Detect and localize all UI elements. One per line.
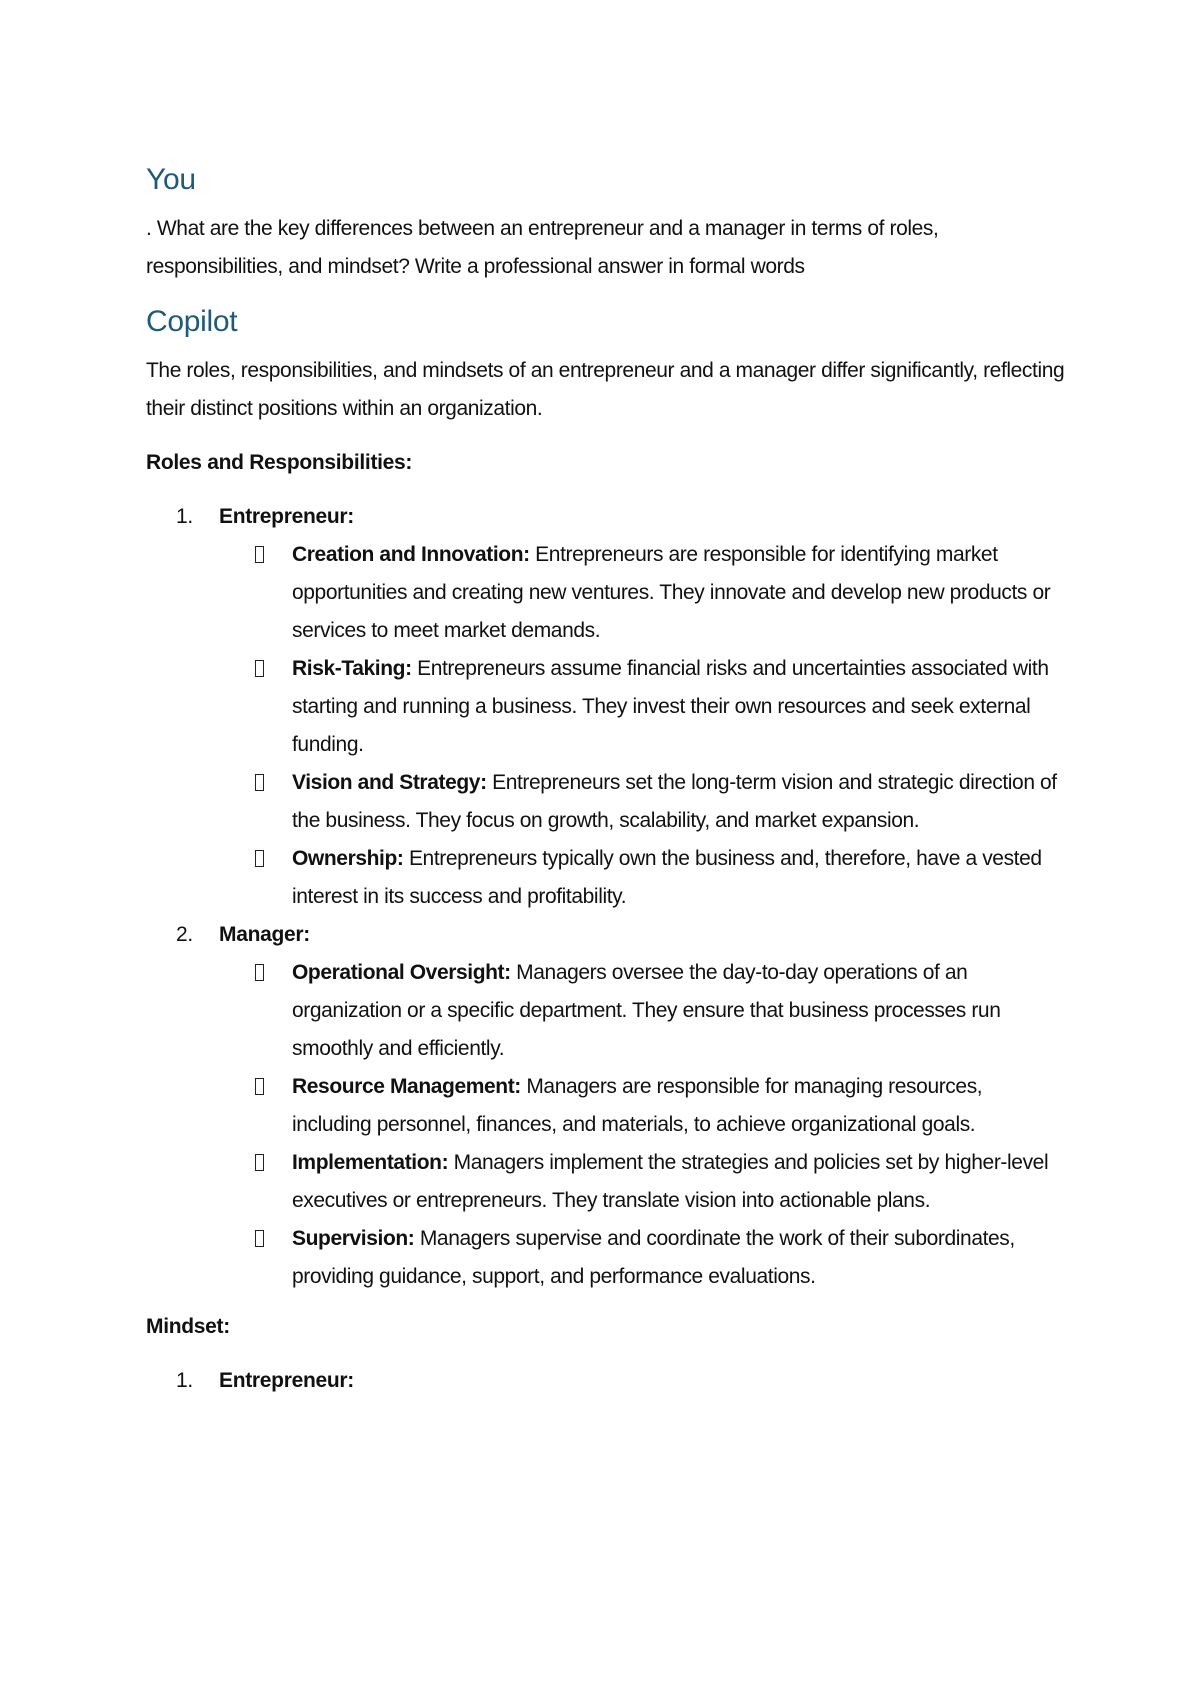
item-term: Operational Oversight: bbox=[292, 961, 511, 984]
item-text: Managers are responsible for managing resources, including personnel, finances, and materials, to achieve organizational goals. bbox=[292, 1075, 983, 1136]
user-message: . What are the key differences between an entrepreneur and a manager in terms of roles, responsibilities, and mindset? Write a professional answer in formal words bbox=[146, 217, 939, 278]
bullet-box-icon bbox=[255, 1078, 264, 1095]
item-text: Entrepreneurs typically own the business and, therefore, have a vested interest in its success and profitability. bbox=[292, 847, 1042, 908]
list-number: 1. bbox=[176, 1369, 193, 1392]
bullet-box-icon bbox=[255, 774, 264, 791]
roles-section-heading: Roles and Responsibilities: bbox=[146, 451, 413, 474]
bullet-box-icon bbox=[255, 850, 264, 867]
item-text: Managers oversee the day-to-day operations of an organization or a specific department. They ensure that business processes run smoothly and efficiently. bbox=[292, 961, 1001, 1060]
item-term: Vision and Strategy: bbox=[292, 771, 487, 794]
item-term: Risk-Taking: bbox=[292, 657, 412, 680]
list-item bbox=[292, 536, 1066, 650]
item-text: Managers supervise and coordinate the work of their subordinates, providing guidance, support, and performance evaluations. bbox=[292, 1227, 1015, 1288]
roles-group-entrepreneur bbox=[146, 498, 1066, 536]
item-text: Entrepreneurs set the long-term vision and strategic direction of the business. They focus on growth, scalability, and market expansion. bbox=[292, 771, 1057, 832]
list-item bbox=[292, 650, 1066, 764]
item-text: Entrepreneurs assume financial risks and uncertainties associated with starting and running a business. They invest their own resources and seek external funding. bbox=[292, 657, 1049, 756]
bullet-box-icon bbox=[255, 1230, 264, 1247]
list-number: 2. bbox=[176, 923, 193, 946]
item-term: Creation and Innovation: bbox=[292, 543, 530, 566]
document-content bbox=[146, 160, 1066, 1400]
manager-bullet-list bbox=[146, 954, 1066, 1296]
item-text: Entrepreneurs are responsible for identifying market opportunities and creating new ventures. They innovate and develop new products or services to meet market demands. bbox=[292, 543, 1051, 642]
mindset-section-heading: Mindset: bbox=[146, 1315, 230, 1338]
list-item bbox=[292, 840, 1066, 916]
list-item bbox=[292, 1068, 1066, 1144]
bullet-box-icon bbox=[255, 660, 264, 677]
list-item bbox=[292, 1220, 1066, 1296]
entrepreneur-bullet-list bbox=[146, 536, 1066, 916]
item-text: Managers implement the strategies and policies set by higher-level executives or entrepreneurs. They translate vision into actionable plans. bbox=[292, 1151, 1049, 1212]
item-term: Resource Management: bbox=[292, 1075, 521, 1098]
mindset-group-entrepreneur bbox=[146, 1362, 1066, 1400]
section-spacer bbox=[146, 1296, 1066, 1308]
item-term: Supervision: bbox=[292, 1227, 415, 1250]
roles-group-manager bbox=[146, 916, 1066, 954]
group-label: Manager: bbox=[219, 923, 310, 946]
user-speaker-label: You bbox=[146, 163, 196, 196]
group-label: Entrepreneur: bbox=[219, 505, 354, 528]
list-item bbox=[292, 764, 1066, 840]
assistant-intro: The roles, responsibilities, and mindsets of an entrepreneur and a manager differ significantly, reflecting their distinct positions within an organization. bbox=[146, 359, 1065, 420]
item-term: Implementation: bbox=[292, 1151, 449, 1174]
assistant-speaker-label: Copilot bbox=[146, 305, 238, 338]
bullet-box-icon bbox=[255, 1154, 264, 1171]
bullet-box-icon bbox=[255, 964, 264, 981]
list-number: 1. bbox=[176, 505, 193, 528]
bullet-box-icon bbox=[255, 546, 264, 563]
item-term: Ownership: bbox=[292, 847, 404, 870]
group-label: Entrepreneur: bbox=[219, 1369, 354, 1392]
list-item bbox=[292, 954, 1066, 1068]
list-item bbox=[292, 1144, 1066, 1220]
